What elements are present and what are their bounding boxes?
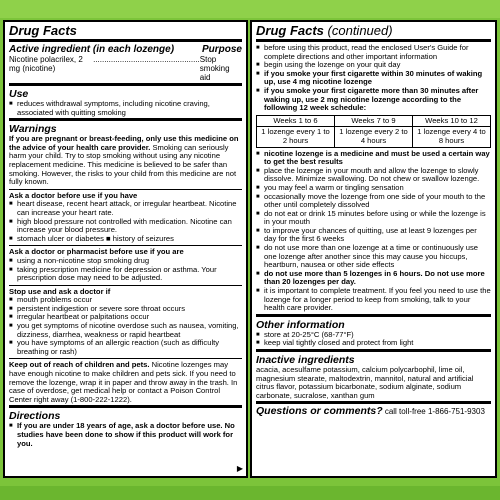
- list-item: ■ you get symptoms of nicotine overdose such as nausea, vomiting, dizziness, diarrhea, weakness or rapid heartbeat: [9, 322, 242, 339]
- list-item: ■ keep vial tightly closed and protect from light: [256, 339, 491, 348]
- drug-facts-panel-left: [3, 20, 248, 478]
- divider: [9, 189, 242, 190]
- list-item: ■ you have symptoms of an allergic reaction (such as difficulty breathing or rash): [9, 339, 242, 356]
- list-item: ■ stomach ulcer or diabetes ■ history of seizures: [9, 235, 242, 244]
- directions-list-b: [256, 150, 491, 313]
- ask-pharmacist-heading: Ask a doctor or pharmacist before use if you are: [9, 247, 184, 257]
- list-item: ■ place the lozenge in your mouth and allow the lozenge to slowly dissolve. Minimize swallowing. Do not chew or swallow lozenge.: [256, 167, 491, 184]
- list-item: ■ you may feel a warm or tingling sensation: [256, 184, 491, 193]
- list-item: ■ persistent indigestion or severe sore throat occurs: [9, 305, 242, 314]
- list-item: ■ to improve your chances of quitting, use at least 9 lozenges per day for the first 6 weeks: [256, 227, 491, 244]
- list-item: ■ do not eat or drink 15 minutes before using or while the lozenge is in your mouth: [256, 210, 491, 227]
- list-item: ■ do not use more than one lozenge at a time or continuously use one lozenge after another since this may cause you hiccups, heartburn, nausea or other side effects: [256, 244, 491, 270]
- divider: [9, 118, 242, 121]
- purpose-heading: Purpose: [201, 44, 242, 55]
- divider: [256, 401, 491, 404]
- divider: [256, 314, 491, 317]
- background-top-band: [0, 0, 500, 18]
- table-cell: 1 lozenge every 2 to 4 hours: [335, 127, 413, 147]
- list-item: ■ if you smoke your first cigarette more than 30 minutes after waking up, use 2 mg nicotine lozenge according to the following 12 week schedule:: [256, 87, 491, 113]
- divider: [9, 358, 242, 359]
- list-item: ■ high blood pressure not controlled with medication. Nicotine can increase your blood pressure.: [9, 218, 242, 235]
- other-information-list: [256, 331, 491, 348]
- divider: [256, 39, 491, 42]
- list-item: ■ begin using the lozenge on your quit day: [256, 61, 491, 70]
- directions-heading: Directions: [9, 410, 61, 423]
- ask-doctor-list: [9, 200, 242, 243]
- table-header-cell: Weeks 7 to 9: [335, 115, 413, 127]
- list-item: ■ nicotine lozenge is a medicine and must be used a certain way to get the best results: [256, 150, 491, 167]
- active-ingredient-heading: Active ingredient (in each lozenge): [9, 44, 175, 55]
- list-item: ■ it is important to complete treatment. If you feel you need to use the lozenge for a longer period to keep from smoking, talk to your health care provider.: [256, 287, 491, 313]
- questions-line: Questions or comments? call toll-free 1-866-751-9303: [256, 405, 485, 418]
- stop-use-list: [9, 296, 242, 356]
- divider: [9, 39, 242, 42]
- divider: [9, 405, 242, 408]
- list-item: ■ heart disease, recent heart attack, or irregular heartbeat. Nicotine can increase your heart rate.: [9, 200, 242, 217]
- list-item: ■ taking prescription medicine for depression or asthma. Your prescription dose may need to be adjusted.: [9, 266, 242, 283]
- list-item: ■ do not use more than 5 lozenges in 6 hours. Do not use more than 20 lozenges per day.: [256, 270, 491, 287]
- ask-doctor-heading: Ask a doctor before use if you have: [9, 190, 138, 200]
- divider: [256, 349, 491, 352]
- leader-dots: ................................................: [93, 55, 200, 64]
- divider: [9, 245, 242, 246]
- ask-pharmacist-list: [9, 257, 242, 283]
- divider: [9, 83, 242, 86]
- continue-arrow-icon: ▶: [236, 464, 243, 473]
- directions-list: [9, 422, 242, 448]
- active-ingredient-header-row: [9, 44, 242, 55]
- use-list: [9, 100, 242, 117]
- stop-use-heading: Stop use and ask a doctor if: [9, 286, 111, 296]
- dosing-schedule-table: [256, 115, 491, 148]
- table-cell: 1 lozenge every 1 to 2 hours: [257, 127, 335, 147]
- list-item: ■ irregular heartbeat or palpitations occur: [9, 313, 242, 322]
- list-item: ■ store at 20-25°C (68-77°F): [256, 331, 491, 340]
- ingredient-row: [9, 55, 242, 82]
- divider: [9, 285, 242, 286]
- background-bottom-band: [0, 486, 500, 500]
- pregnancy-warning: If you are pregnant or breast-feeding, only use this medicine on the advice of your health care provider. Smoking can seriously harm your child. Try to stop smoking without using any nicotine replacement medicine. This medicine is believed to be safer than smoking. However, the risks to your child from this medicine are not fully known.: [9, 134, 239, 187]
- list-item: ■ if you smoke your first cigarette within 30 minutes of waking up, use 4 mg nicotine lozenge: [256, 70, 491, 87]
- list-item: ■ using a non-nicotine stop smoking drug: [9, 257, 242, 266]
- list-item: ■ before using this product, read the enclosed User's Guide for complete directions and other important information: [256, 44, 491, 61]
- other-information-heading: Other information: [256, 318, 345, 331]
- drug-facts-panel-right: [250, 20, 497, 478]
- ingredient-purpose: Stop smoking aid: [199, 55, 230, 82]
- directions-list-a: [256, 44, 491, 113]
- drug-facts-title: Drug Facts: [9, 23, 77, 38]
- list-item: ■ mouth problems occur: [9, 296, 242, 305]
- inactive-ingredients-heading: Inactive ingredients: [256, 354, 355, 366]
- ingredient-name: Nicotine polacrilex, 2 mg (nicotine): [9, 55, 83, 73]
- list-item: ■ occasionally move the lozenge from one side of your mouth to the other until completely dissolved: [256, 193, 491, 210]
- use-heading: Use: [9, 88, 29, 100]
- table-cell: 1 lozenge every 4 to 8 hours: [413, 127, 491, 147]
- table-header-cell: Weeks 1 to 6: [257, 115, 335, 127]
- drug-facts-title-continued: Drug Facts (continued): [256, 23, 393, 38]
- table-header-cell: Weeks 10 to 12: [413, 115, 491, 127]
- inactive-ingredients-text: acacia, acesulfame potassium, calcium polycarbophil, lime oil, magnesium stearate, maltodextrin, mannitol, natural and artificial citrus flavor, potassium bicarbonate, sodium alginate, sodium carbonate, sucralose, xanthan gum: [256, 365, 474, 400]
- keep-out-of-reach: Keep out of reach of children and pets. Nicotine lozenges may have enough nicotine to make children and pets sick. If you need to remove the lozenge, wrap it in paper and throw away in the trash. In case of overdose, get medical help or contact a Poison Control Center right away (1-800-222-1222).: [9, 360, 238, 404]
- list-item: ■ If you are under 18 years of age, ask a doctor before use. No studies have been done to show if this product will work for you.: [9, 422, 242, 448]
- list-item: ■ reduces withdrawal symptoms, including nicotine craving, associated with quitting smoking: [9, 100, 242, 117]
- warnings-heading: Warnings: [9, 123, 57, 136]
